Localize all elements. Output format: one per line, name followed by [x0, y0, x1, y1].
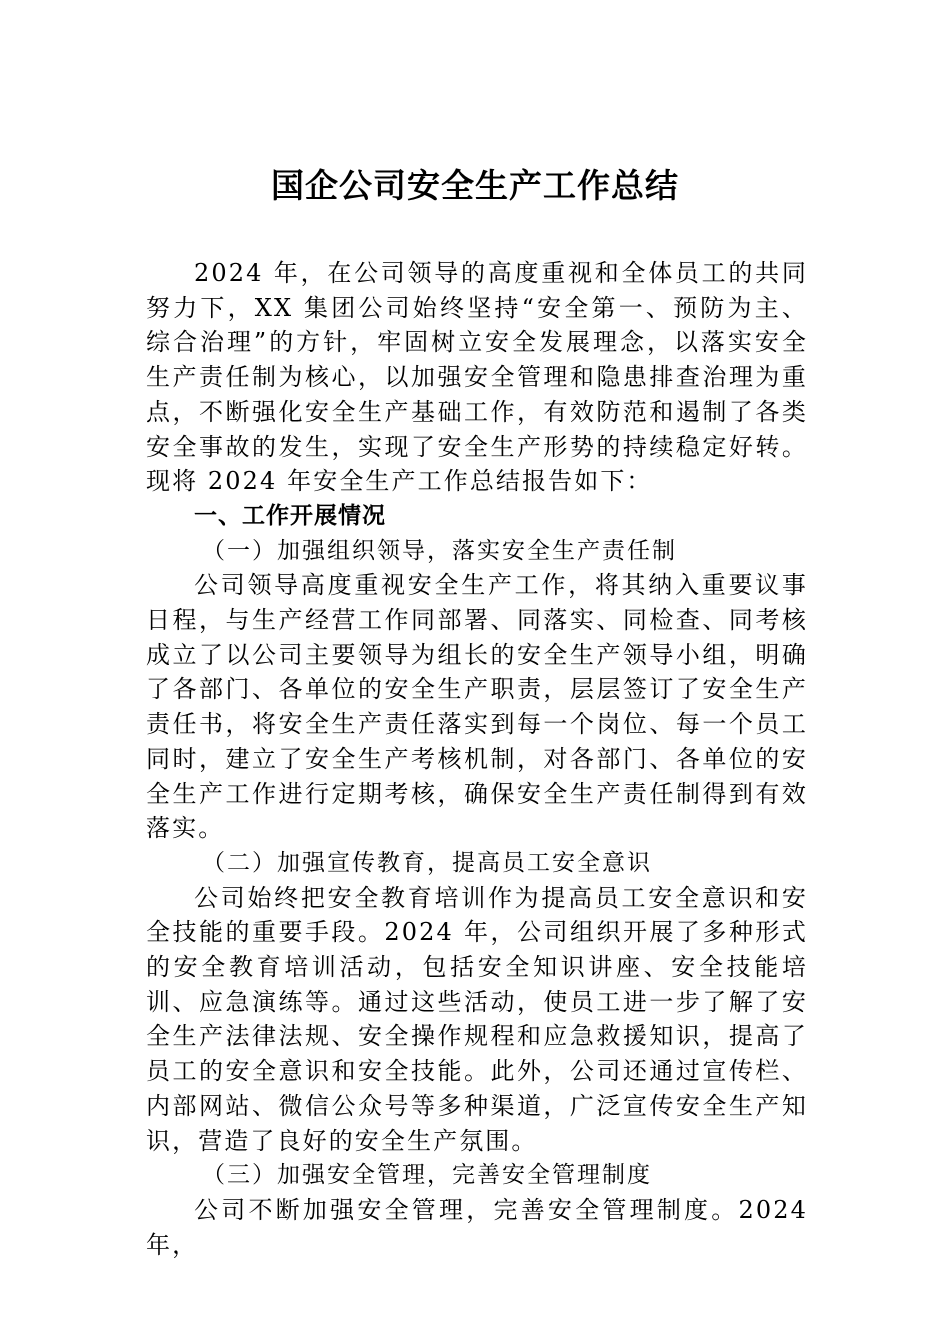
- document-body: [146, 256, 808, 1262]
- subsection-paragraph-3: 公司不断加强安全管理，完善安全管理制度。2024 年，: [146, 1195, 808, 1259]
- subsection-heading-3: （三）加强安全管理，完善安全管理制度: [202, 1162, 652, 1189]
- subsection-heading-2: （二）加强宣传教育，提高员工安全意识: [202, 849, 652, 876]
- subsection-heading-1: （一）加强组织领导，落实安全生产责任制: [202, 537, 677, 564]
- document-title: 国企公司安全生产工作总结: [271, 166, 679, 205]
- subsection-paragraph-1: 公司领导高度重视安全生产工作，将其纳入重要议事日程，与生产经营工作同部署、同落实、同检查、同考核成立了以公司主要领导为组长的安全生产领导小组，明确了各部门、各单位的安全生产职责，层层签订了安全生产责任书，将安全生产责任落实到每一个岗位、每一个员工同时，建立了安全生产考核机制，对各部门、各单位的安全生产工作进行定期考核，确保安全生产责任制得到有效落实。: [146, 571, 808, 843]
- subsection-paragraph-2: 公司始终把安全教育培训作为提高员工安全意识和安全技能的重要手段。2024 年，公司组织开展了多种形式的安全教育培训活动，包括安全知识讲座、安全技能培训、应急演练等。通过这些活动，使员工进一步了解了安全生产法律法规、安全操作规程和应急救援知识，提高了员工的安全意识和安全技能。此外，公司还通过宣传栏、内部网站、微信公众号等多种渠道，广泛宣传安全生产知识，营造了良好的安全生产氛围。: [146, 883, 808, 1155]
- intro-paragraph: 2024 年，在公司领导的高度重视和全体员工的共同努力下，XX 集团公司始终坚持“安全第一、预防为主、综合治理”的方针，牢固树立安全发展理念，以落实安全生产责任制为核心，以加强安全管理和隐患排查治理为重点，不断强化安全生产基础工作，有效防范和遏制了各类安全事故的发生，实现了安全生产形势的持续稳定好转。现将 2024 年安全生产工作总结报告如下：: [146, 259, 808, 496]
- section-heading-1: 一、工作开展情况: [194, 502, 386, 529]
